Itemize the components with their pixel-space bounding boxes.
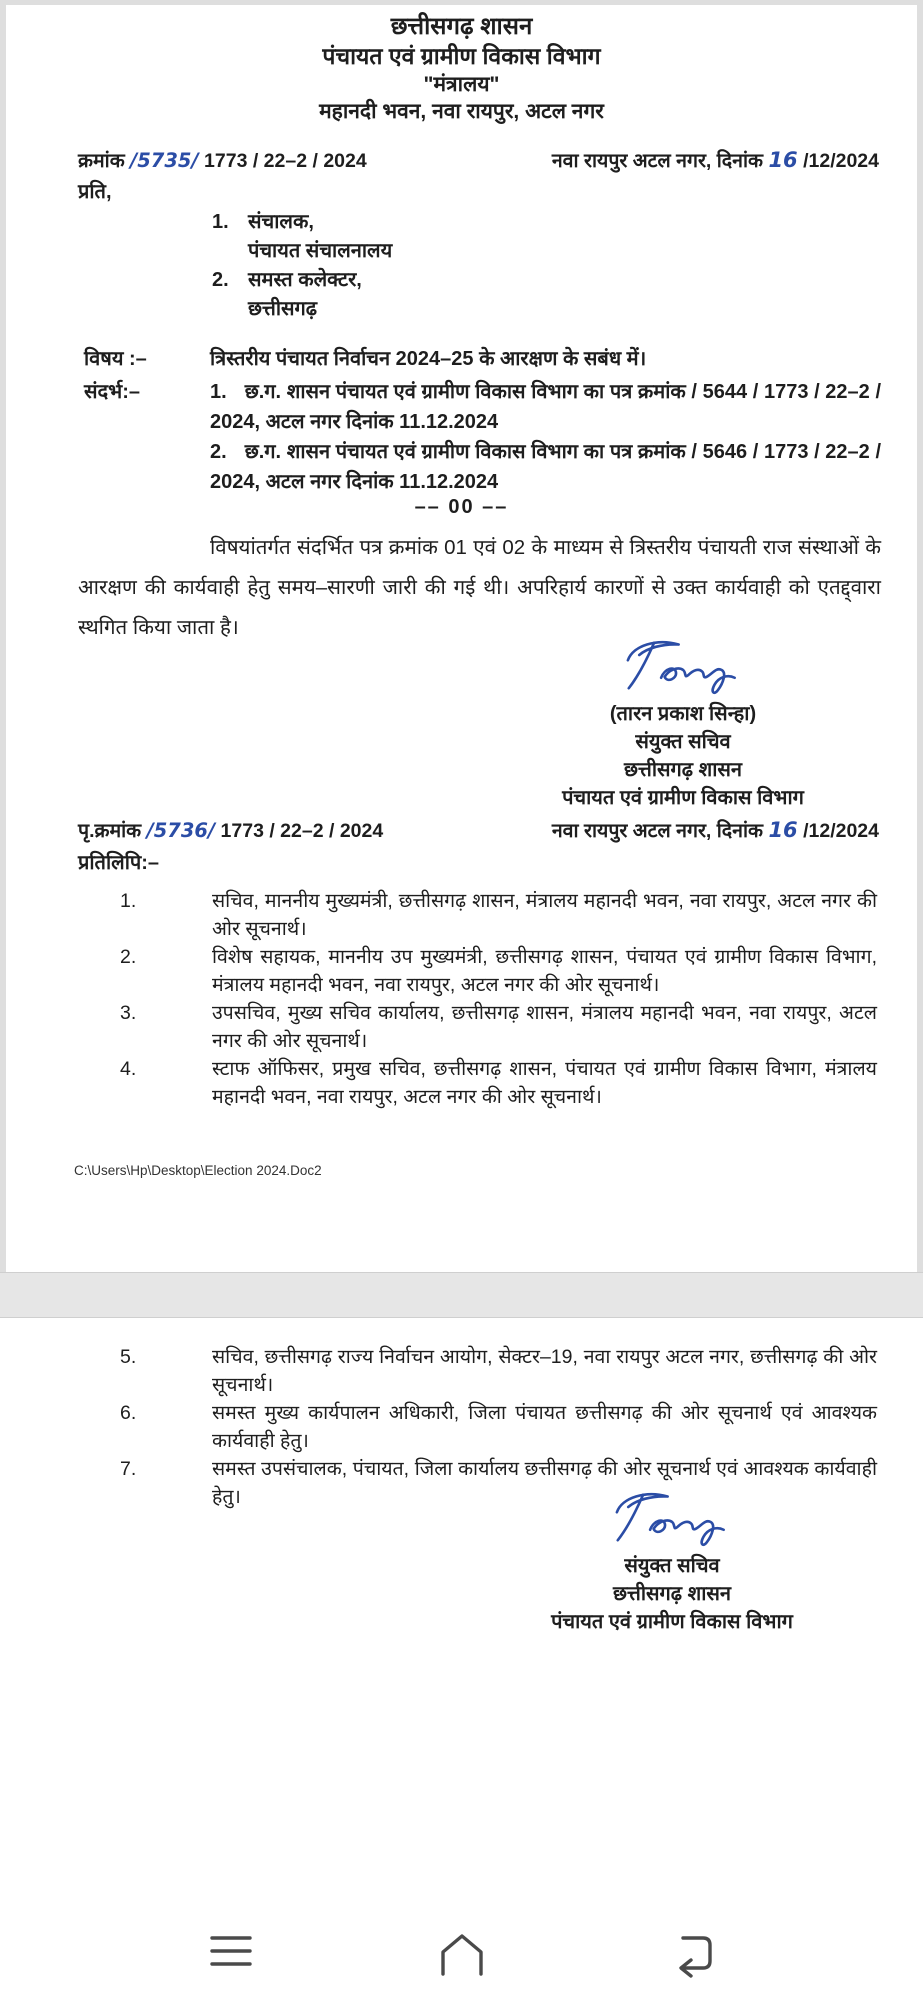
copy-item (120, 1000, 877, 1055)
copy-number: 3. (120, 1002, 137, 1024)
menu-button[interactable] (202, 1926, 260, 1976)
signatory-dept: पंचायत एवं ग्रामीण विकास विभाग (551, 1611, 793, 1633)
handwritten-endorsement-date: 16 (768, 818, 798, 842)
signature-script (597, 1486, 747, 1556)
reference-text: छ.ग. शासन पंचायत एवं ग्रामीण विकास विभाग का पत्र क्रमांक / 5644 / 1773 / 22–2 / 2024, अटल नगर दिनांक 11.12.2024 (210, 381, 881, 433)
section-separator: –– 00 –– (414, 496, 509, 518)
recipient-office: पंचायत संचालनालय (248, 240, 393, 262)
home-button[interactable] (430, 1926, 494, 1982)
place-date-prefix: नवा रायपुर अटल नगर, दिनांक (551, 150, 769, 172)
subject-text: त्रिस्तरीय पंचायत निर्वाचन 2024–25 के आरक्षण के सबंध में। (210, 348, 647, 370)
signatory-govt: छत्तीसगढ़ शासन (623, 759, 743, 781)
recipient-item (212, 208, 863, 266)
recipient-number: 1. (212, 211, 229, 233)
signature-script (608, 634, 758, 704)
signatory-designation: संयुक्त सचिव (624, 1555, 720, 1577)
govt-name: छत्तीसगढ़ शासन (390, 13, 533, 40)
menu-icon (208, 1932, 254, 1970)
copy-item (120, 888, 877, 943)
document-file-path: C:\Users\Hp\Desktop\Election 2024.Doc2 (74, 1163, 322, 1178)
copy-item (120, 944, 877, 999)
copy-number: 7. (120, 1458, 137, 1480)
reference-item (210, 377, 881, 437)
handwritten-endorsement-number: /5736/ (146, 819, 216, 842)
letter-number-rest: 1773 / 22–2 / 2024 (204, 150, 367, 172)
place-date (552, 146, 879, 173)
address-line: महानदी भवन, नवा रायपुर, अटल नगर (319, 100, 604, 123)
reference-list (210, 377, 881, 497)
copy-text: उपसचिव, मुख्य सचिव कार्यालय, छत्तीसगढ़ शासन, मंत्रालय महानदी भवन, नवा रायपुर, अटल नगर की ओर सूचनार्थ। (212, 1002, 877, 1052)
copy-to-label: प्रतिलिपि:– (78, 852, 160, 874)
copy-item (120, 1400, 877, 1455)
letterhead (0, 12, 923, 125)
reference-label: संदर्भ:– (84, 381, 140, 403)
letter-body: विषयांतर्गत संदर्भित पत्र क्रमांक 01 एवं 02 के माध्यम से त्रिस्तरीय पंचायती राज संस्थाओं के आरक्षण की कार्यवाही हेतु समय–सारणी जारी की गई थी। अपरिहार्य कारणों से उक्त कार्यवाही को एतद्द्वारा स्थगित किया जाता है। (78, 536, 881, 639)
copy-item (120, 1056, 877, 1111)
signatory-govt: छत्तीसगढ़ शासन (612, 1583, 732, 1605)
department-name: पंचायत एवं ग्रामीण विकास विभाग (322, 43, 601, 69)
android-nav-bar (0, 1926, 923, 1986)
signature-block-1 (483, 634, 883, 812)
scan-edge-left (0, 0, 6, 1272)
copy-number: 4. (120, 1058, 137, 1080)
to-label: प्रति, (78, 181, 112, 203)
endorsement-number (78, 816, 383, 843)
copy-number: 2. (120, 946, 137, 968)
copy-text: समस्त मुख्य कार्यपालन अधिकारी, जिला पंचायत छत्तीसगढ़ की ओर सूचनार्थ एवं आवश्यक कार्यवाही हेतु। (212, 1402, 877, 1452)
page-break-band (0, 1272, 923, 1318)
reference-number: 1. (210, 381, 227, 403)
endorsement-place-date-prefix: नवा रायपुर अटल नगर, दिनांक (551, 820, 769, 842)
recipient-title: संचालक, (248, 211, 314, 233)
letter-number-label: क्रमांक (78, 150, 125, 172)
copy-text: सचिव, माननीय मुख्यमंत्री, छत्तीसगढ़ शासन, मंत्रालय महानदी भवन, नवा रायपुर, अटल नगर की ओर सूचनार्थ। (212, 890, 877, 940)
subject-label: विषय :– (84, 348, 147, 370)
reference-number: 2. (210, 441, 227, 463)
back-button[interactable] (661, 1926, 723, 1984)
recipient-list (212, 208, 863, 324)
copy-number: 6. (120, 1402, 137, 1424)
handwritten-letter-number: /5735/ (130, 149, 199, 172)
signature-block-2 (477, 1486, 867, 1636)
home-icon (436, 1932, 488, 1976)
reference-item (210, 437, 881, 497)
mantralaya-label: "मंत्रालय" (423, 73, 500, 96)
copy-item (120, 1344, 877, 1399)
letter-number (78, 146, 367, 173)
date-rest: /12/2024 (803, 150, 879, 172)
endorsement-place-date (552, 816, 879, 843)
signatory-dept: पंचायत एवं ग्रामीण विकास विभाग (562, 787, 804, 809)
copy-text: सचिव, छत्तीसगढ़ राज्य निर्वाचन आयोग, सेक्टर–19, नवा रायपुर अटल नगर, छत्तीसगढ़ की ओर सूचनार्थ। (212, 1346, 877, 1396)
letter-page-2 (0, 1318, 923, 2000)
recipient-title: समस्त कलेक्टर, (248, 269, 362, 291)
endorsement-number-line (78, 816, 879, 843)
recipient-number: 2. (212, 269, 229, 291)
recipient-item (212, 266, 863, 324)
copy-text: समस्त उपसंचालक, पंचायत, जिला कार्यालय छत्तीसगढ़ की ओर सूचनार्थ एवं आवश्यक कार्यवाही हेतु। (212, 1458, 877, 1508)
letter-number-line (78, 146, 879, 173)
signatory-designation: संयुक्त सचिव (635, 731, 731, 753)
scan-edge-right (917, 0, 923, 1272)
signatory-name: (तारन प्रकाश सिन्हा) (609, 703, 757, 725)
back-icon (667, 1932, 717, 1978)
endorsement-number-label: पृ.क्रमांक (78, 820, 142, 842)
copy-number: 1. (120, 890, 137, 912)
endorsement-date-rest: /12/2024 (803, 820, 879, 842)
handwritten-date: 16 (768, 148, 798, 172)
endorsement-number-rest: 1773 / 22–2 / 2024 (220, 820, 384, 842)
scan-edge-top (0, 0, 923, 5)
recipient-office: छत्तीसगढ़ (248, 298, 318, 320)
copy-text: विशेष सहायक, माननीय उप मुख्यमंत्री, छत्तीसगढ़ शासन, पंचायत एवं ग्रामीण विकास विभाग, मंत्रालय महानदी भवन, नवा रायपुर, अटल नगर की ओर सूचनार्थ। (212, 946, 877, 996)
reference-text: छ.ग. शासन पंचायत एवं ग्रामीण विकास विभाग का पत्र क्रमांक / 5646 / 1773 / 22–2 / 2024, अटल नगर दिनांक 11.12.2024 (210, 441, 881, 493)
copy-list-page1 (120, 888, 877, 1112)
copy-text: स्टाफ ऑफिसर, प्रमुख सचिव, छत्तीसगढ़ शासन, पंचायत एवं ग्रामीण विकास विभाग, मंत्रालय महानदी भवन, नवा रायपुर, अटल नगर की ओर सूचनार्थ। (212, 1058, 877, 1108)
copy-number: 5. (120, 1346, 137, 1368)
